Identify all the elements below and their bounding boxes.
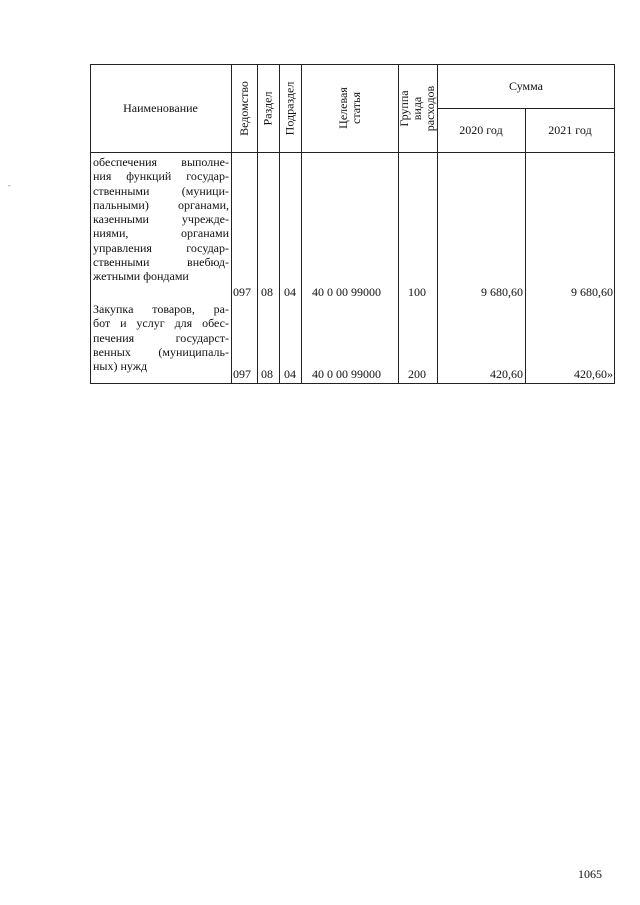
row-2-description xyxy=(93,302,229,373)
row-1-sum-2020: 9 680,60 xyxy=(481,285,523,299)
row-2-subsection: 04 xyxy=(284,367,296,381)
desc-line: жетными фондами xyxy=(93,269,189,284)
row-1-article: 40 0 00 99000 xyxy=(312,285,381,299)
desc-line: обеспечения выполне- xyxy=(93,155,229,169)
header-expense-group: Группа вида расходов xyxy=(397,85,437,131)
desc-line: пальными) органами, xyxy=(93,197,229,212)
desc-line: печения государст- xyxy=(93,330,229,345)
desc-line: ственными (муници- xyxy=(93,183,229,198)
row-2-group: 200 xyxy=(408,367,426,381)
stray-mark: - xyxy=(8,181,11,190)
row-2-article: 40 0 00 99000 xyxy=(312,367,381,381)
desc-line: бот и услуг для обес- xyxy=(93,316,229,331)
header-subsection: Подраздел xyxy=(282,81,297,135)
header-name: Наименование xyxy=(123,100,198,115)
header-department: Ведомство xyxy=(236,80,251,136)
row-1-section: 08 xyxy=(261,285,273,299)
desc-line: ственными внебюд- xyxy=(93,255,229,270)
row-1-sum-2021: 9 680,60 xyxy=(571,285,613,299)
row-2-section: 08 xyxy=(261,367,273,381)
row-2-department: 097 xyxy=(233,367,251,381)
desc-line: ния функций государ- xyxy=(93,169,229,184)
desc-line: венных (муниципаль- xyxy=(93,344,229,359)
row-2-sum-2020: 420,60 xyxy=(490,367,523,381)
header-target-article: Целевая статья xyxy=(335,87,363,129)
desc-line: управления государ- xyxy=(93,240,229,255)
row-1-group: 100 xyxy=(408,285,426,299)
header-year-2021: 2021 год xyxy=(548,122,592,137)
desc-line: Закупка товаров, ра- xyxy=(93,302,229,316)
row-2-sum-2021: 420,60» xyxy=(574,367,613,381)
page-number: 1065 xyxy=(578,867,602,881)
header-year-2020: 2020 год xyxy=(459,122,503,137)
row-1-description xyxy=(93,155,229,284)
budget-table xyxy=(90,64,615,384)
row-1-subsection: 04 xyxy=(284,285,296,299)
header-sum: Сумма xyxy=(509,78,543,93)
desc-line: ниями, органами xyxy=(93,226,229,241)
header-section: Раздел xyxy=(260,91,275,125)
desc-line: ных) нужд xyxy=(93,359,148,374)
desc-line: казенными учрежде- xyxy=(93,212,229,227)
row-1-department: 097 xyxy=(233,285,251,299)
